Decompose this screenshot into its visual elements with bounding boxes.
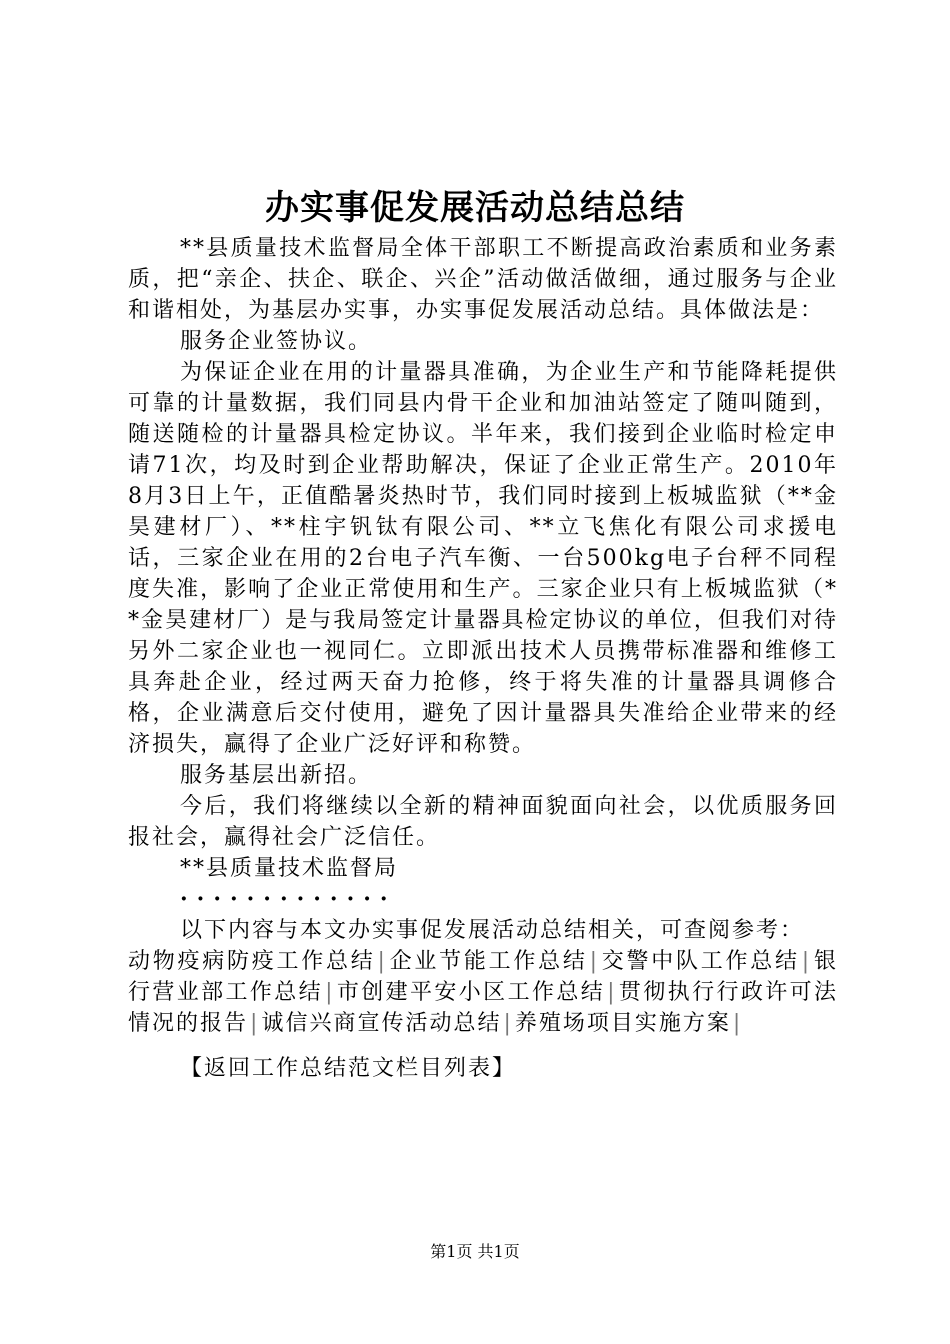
related-intro: 以下内容与本文办实事促发展活动总结相关，可查阅参考： [180, 918, 805, 943]
closing-paragraph: 今后，我们将继续以全新的精神面貌面向社会，以优质服务回报社会，赢得社会广泛信任。 [128, 794, 838, 850]
link-separator: | [325, 980, 335, 1005]
related-links-list [128, 946, 838, 1039]
link-separator: | [503, 1011, 513, 1036]
back-to-list-link[interactable]: 【返回工作总结范文栏目列表】 [180, 1056, 517, 1081]
link-separator: | [377, 949, 387, 974]
detail-paragraph: 为保证企业在用的计量器具准确，为企业生产和节能降耗提供可靠的计量数据，我们同县内骨干企业和加油站签定了随叫随到，随送随检的计量器具检定协议。半年来，我们接到企业临时检定申请71次，均及时到企业帮助解决，保证了企业正常生产。2010年8月3日上午，正值酷暑炎热时节，我们同时接到上板城监狱（**金昊建材厂）、**柱宇钒钛有限公司、**立飞焦化有限公司求援电话，三家企业在用的2台电子汽车衡、一台500kg电子台秤不同程度失准，影响了企业正常使用和生产。三家企业只有上板城监狱（**金昊建材厂）是与我局签定计量器具检定协议的单位，但我们对待另外二家企业也一视同仁。立即派出技术人员携带标准器和维修工具奔赴企业，经过两天奋力抢修，终于将失准的计量器具调修合格，企业满意后交付使用，避免了因计量器具失准给企业带来的经济损失，赢得了企业广泛好评和称赞。 [128, 360, 838, 757]
signature-line: **县质量技术监督局 [180, 856, 399, 881]
section-heading-sign-agreement: 服务企业签协议。 [180, 329, 373, 354]
related-link[interactable]: 市创建平安小区工作总结 [336, 980, 606, 1005]
document-body [128, 233, 838, 1084]
related-link[interactable]: 交警中队工作总结 [601, 949, 800, 974]
link-separator: | [250, 1011, 260, 1036]
page-footer: 第1页 共1页 [430, 1242, 520, 1261]
link-separator: | [589, 949, 600, 974]
related-link[interactable]: 企业节能工作总结 [388, 949, 588, 974]
link-separator: | [607, 980, 617, 1005]
related-link[interactable]: 贯彻执行行政许可法情况的报告 [128, 980, 838, 1036]
related-link[interactable]: 动物疫病防疫工作总结 [128, 949, 376, 974]
intro-paragraph: **县质量技术监督局全体干部职工不断提高政治素质和业务素质，把“亲企、扶企、联企、兴企”活动做活做细，通过服务与企业和谐相处，为基层办实事，办实事促发展活动总结。具体做法是： [128, 236, 838, 323]
section-heading-new-moves: 服务基层出新招。 [180, 763, 373, 788]
document-title: 办实事促发展活动总结总结 [265, 188, 685, 228]
related-link[interactable]: 银行营业部工作总结 [128, 949, 838, 1005]
related-link[interactable]: 诚信兴商宣传活动总结 [261, 1011, 502, 1036]
link-separator: | [732, 1011, 743, 1036]
dot-separator: ············· [180, 886, 397, 912]
link-separator: | [801, 949, 812, 974]
related-link[interactable]: 养殖场项目实施方案 [514, 1011, 731, 1036]
